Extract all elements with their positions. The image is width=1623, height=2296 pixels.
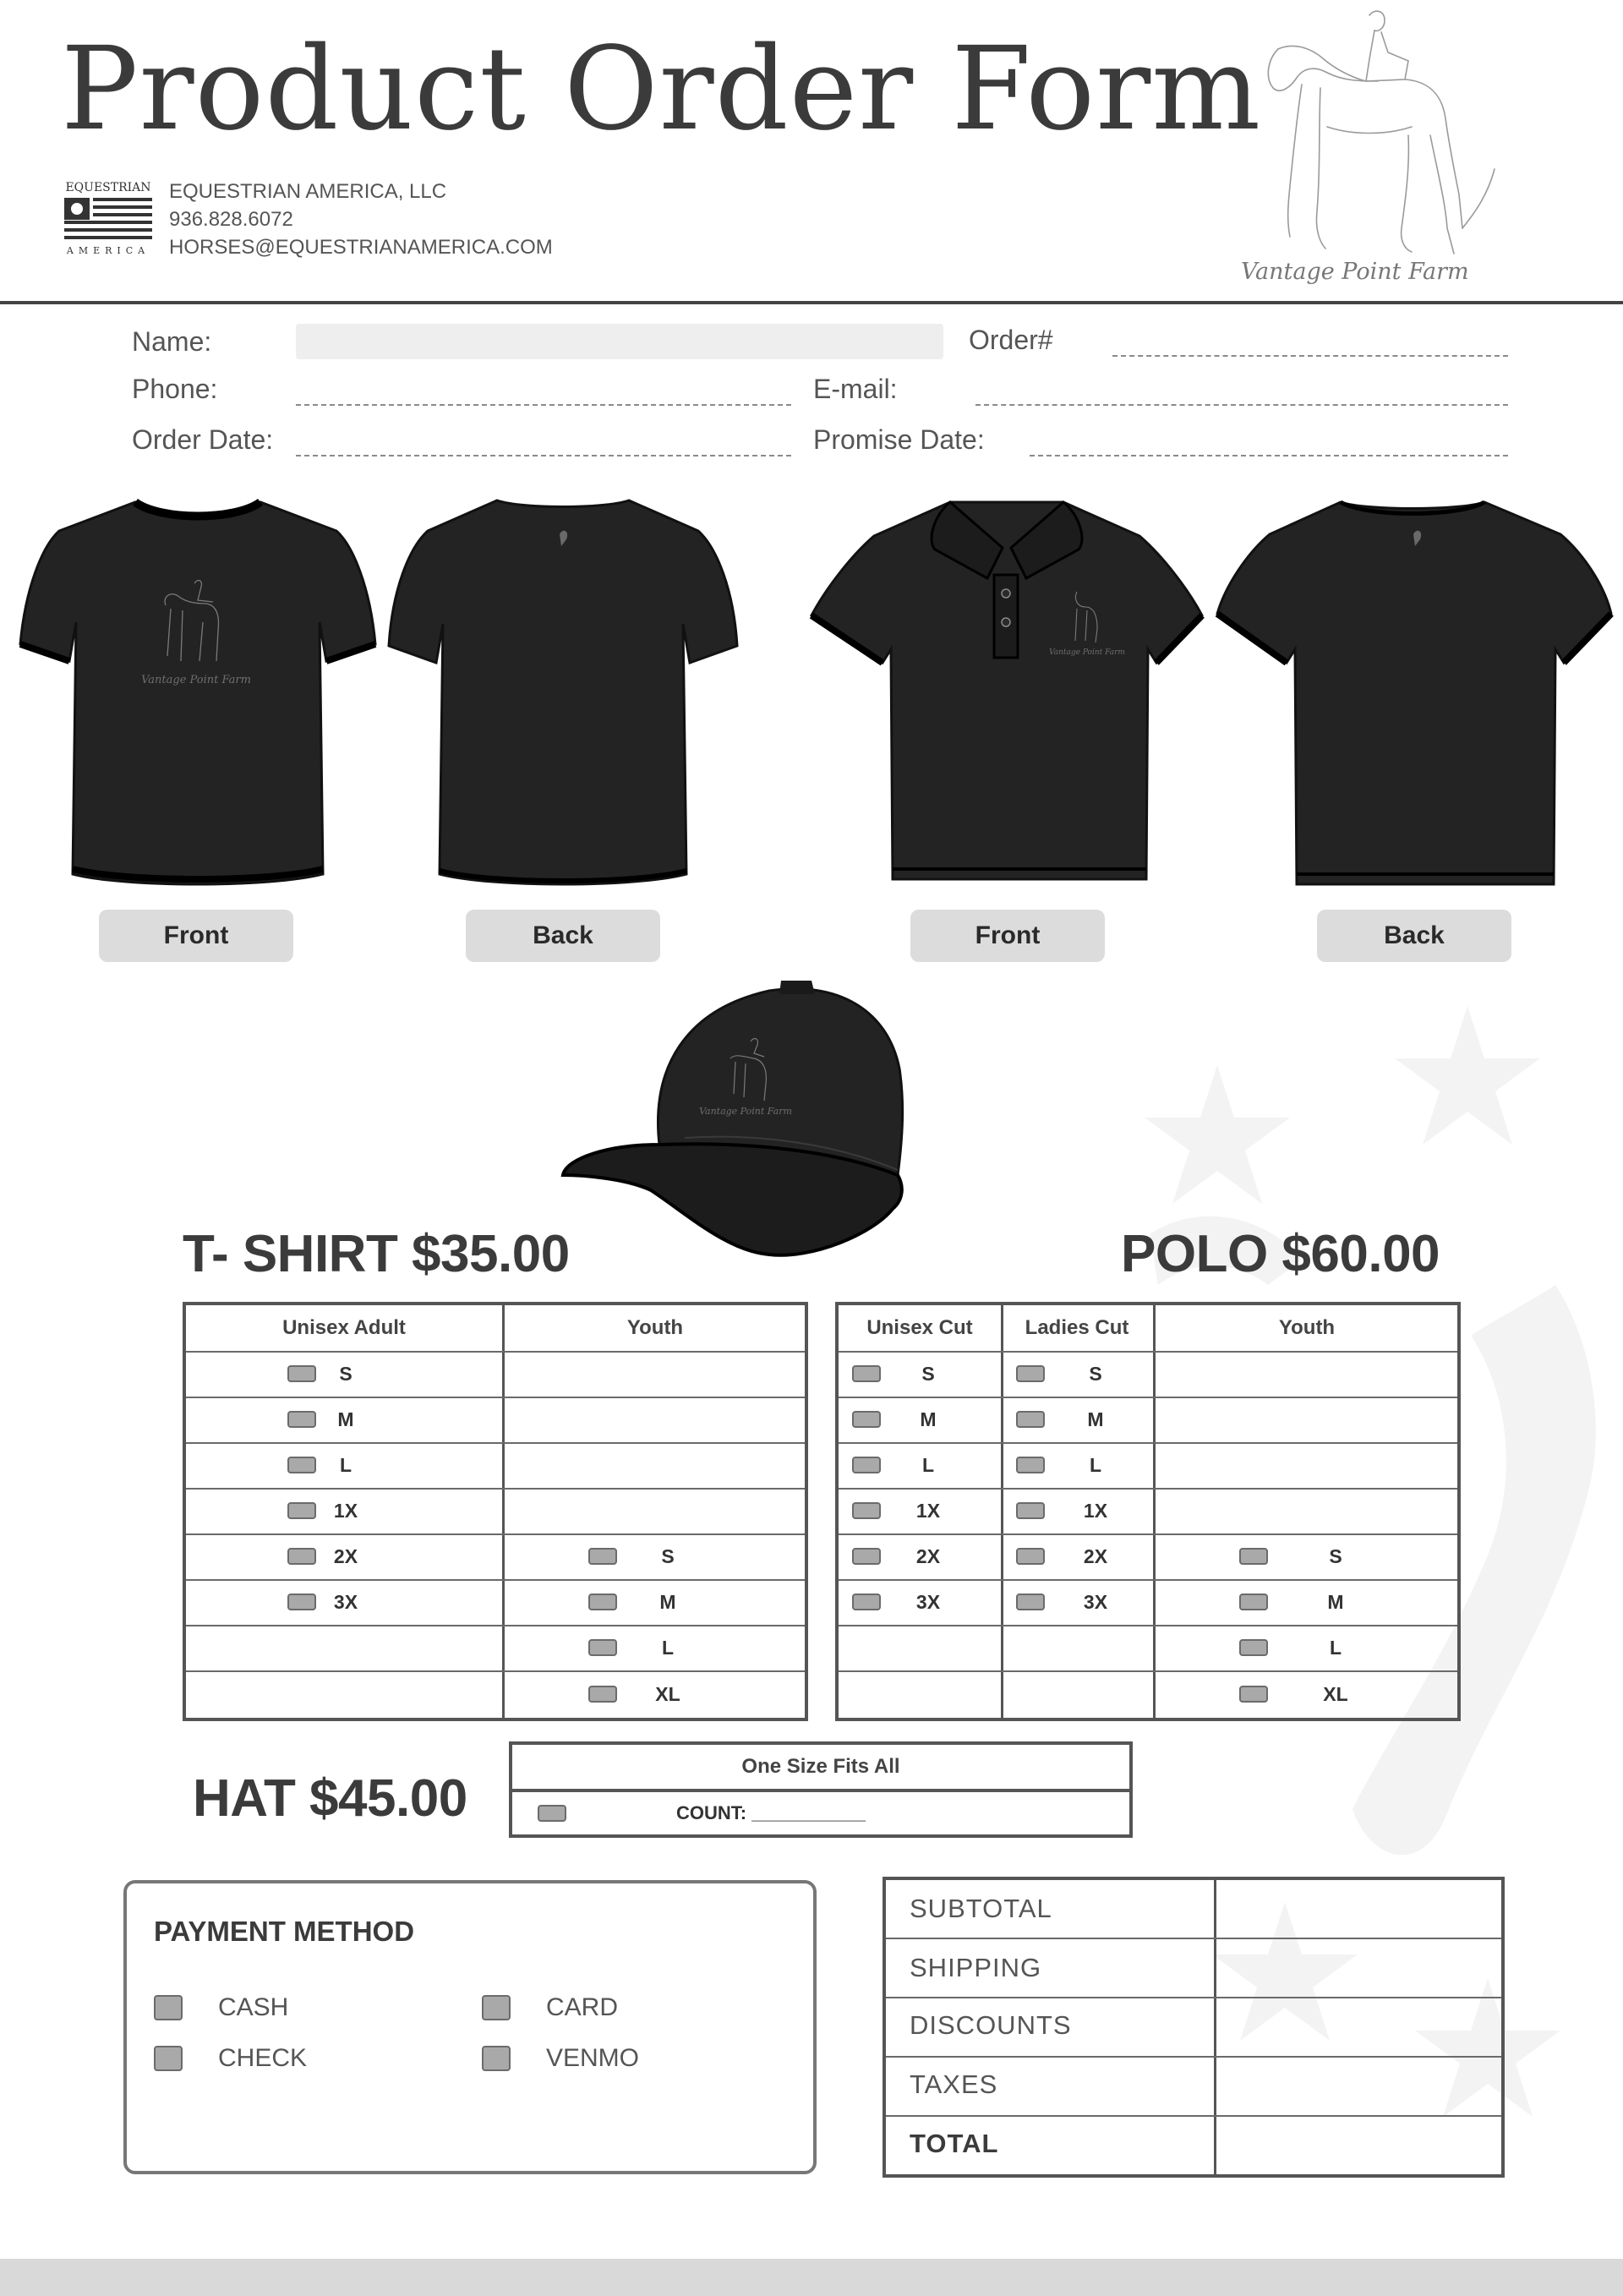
company-phone: 936.828.6072 [169, 208, 293, 231]
payment-option-cash[interactable] [154, 1993, 288, 2022]
size-label: S [1089, 1362, 1102, 1385]
checkbox[interactable] [154, 1995, 183, 2020]
polo-back-image [1214, 497, 1615, 888]
size-label: S [1329, 1544, 1342, 1567]
tshirt-col-youth: Youth [626, 1316, 684, 1339]
payment-option-venmo[interactable] [482, 2044, 639, 2073]
shipping-field[interactable] [1217, 1939, 1501, 1997]
payment-method-title: PAYMENT METHOD [154, 1916, 415, 1947]
phone-field[interactable] [296, 404, 791, 406]
discounts-field[interactable] [1217, 1998, 1501, 2056]
size-label: M [337, 1408, 354, 1430]
subtotal-field[interactable] [1217, 1880, 1501, 1938]
size-label: S [339, 1362, 352, 1385]
page-title: Product Order Form [61, 23, 1262, 156]
tshirt-col-unisex-adult: Unisex Adult [282, 1316, 406, 1339]
taxes-field[interactable] [1217, 2058, 1501, 2115]
svg-text:Vantage Point Farm: Vantage Point Farm [1049, 648, 1125, 657]
order-date-field[interactable] [296, 455, 791, 456]
company-info [169, 178, 553, 261]
size-label: L [1329, 1636, 1342, 1659]
checkbox[interactable] [1239, 1594, 1268, 1610]
tshirt-youth-option[interactable] [588, 1579, 719, 1625]
checkbox[interactable] [287, 1502, 316, 1519]
size-label: XL [1323, 1682, 1348, 1705]
tshirt-size-table [183, 1302, 808, 1721]
checkbox[interactable] [1239, 1548, 1268, 1565]
tshirt-youth-option[interactable] [588, 1625, 719, 1670]
tshirt-back-image [385, 497, 740, 886]
tshirt-adult-option[interactable] [287, 1351, 375, 1397]
polo-youth-option[interactable] [1239, 1625, 1403, 1670]
promise-date-field[interactable] [1030, 455, 1508, 456]
checkbox[interactable] [1016, 1411, 1045, 1428]
svg-text:Vantage Point Farm: Vantage Point Farm [141, 674, 251, 686]
shipping-label: SHIPPING [910, 1953, 1042, 1982]
checkbox[interactable] [588, 1594, 617, 1610]
size-label: L [921, 1453, 935, 1476]
phone-label: Phone: [132, 374, 218, 404]
hat-option[interactable] [538, 1792, 866, 1834]
checkbox[interactable] [852, 1502, 881, 1519]
polo-ladies-option[interactable] [1016, 1397, 1146, 1442]
taxes-label: TAXES [910, 2069, 998, 2099]
hat-image [558, 976, 989, 1261]
checkbox[interactable] [287, 1457, 316, 1473]
payment-method-box [123, 1880, 817, 2174]
polo-unisex-option[interactable] [852, 1351, 975, 1397]
size-label: S [661, 1544, 675, 1567]
polo-youth-option[interactable] [1239, 1670, 1403, 1718]
tshirt-adult-option[interactable] [287, 1533, 375, 1579]
polo-youth-option[interactable] [1239, 1533, 1403, 1579]
checkbox[interactable] [287, 1548, 316, 1565]
brand-name: Vantage Point Farm [1241, 259, 1469, 285]
order-number-label: Order# [969, 325, 1053, 355]
payment-option-label: CASH [218, 1993, 289, 2021]
checkbox[interactable] [588, 1639, 617, 1656]
polo-unisex-option[interactable] [852, 1397, 975, 1442]
total-label: TOTAL [910, 2129, 999, 2158]
polo-unisex-option[interactable] [852, 1488, 975, 1533]
tshirt-adult-option[interactable] [287, 1397, 375, 1442]
tshirt-youth-option[interactable] [588, 1533, 719, 1579]
polo-front-image [808, 497, 1205, 886]
checkbox[interactable] [287, 1411, 316, 1428]
size-label: 3X [333, 1590, 358, 1613]
order-number-field[interactable] [1112, 355, 1508, 357]
checkbox[interactable] [1239, 1639, 1268, 1656]
polo-col-ladies-cut: Ladies Cut [1025, 1316, 1129, 1339]
polo-col-unisex-cut: Unisex Cut [866, 1316, 973, 1339]
size-label: 2X [1083, 1544, 1108, 1567]
size-label: XL [655, 1682, 680, 1705]
tshirt-price-heading: T- SHIRT $35.00 [183, 1225, 570, 1283]
polo-col-youth: Youth [1278, 1316, 1336, 1339]
size-label: 1X [1083, 1499, 1108, 1522]
order-date-label: Order Date: [132, 424, 274, 455]
checkbox[interactable] [538, 1805, 566, 1822]
checkbox[interactable] [154, 2046, 183, 2071]
size-label: L [1089, 1453, 1102, 1476]
polo-price-heading: POLO $60.00 [1121, 1225, 1440, 1283]
hat-price-heading: HAT $45.00 [193, 1769, 467, 1828]
payment-option-label: VENMO [546, 2044, 640, 2072]
polo-unisex-option[interactable] [852, 1442, 975, 1488]
size-label: M [920, 1408, 937, 1430]
hat-size-table [509, 1741, 1133, 1838]
hat-count-label: COUNT: ___________ [676, 1802, 866, 1823]
payment-option-card[interactable] [482, 1993, 618, 2022]
size-label: S [921, 1362, 935, 1385]
size-label: M [1087, 1408, 1104, 1430]
checkbox[interactable] [852, 1411, 881, 1428]
checkbox[interactable] [852, 1365, 881, 1382]
polo-ladies-option[interactable] [1016, 1533, 1146, 1579]
promise-date-label: Promise Date: [813, 424, 985, 455]
tshirt-adult-option[interactable] [287, 1579, 375, 1625]
checkbox[interactable] [287, 1594, 316, 1610]
size-label: M [1327, 1590, 1344, 1613]
checkbox[interactable] [482, 1995, 511, 2020]
subtotal-label: SUBTOTAL [910, 1894, 1052, 1923]
hat-size-label: One Size Fits All [741, 1755, 900, 1778]
checkbox[interactable] [588, 1548, 617, 1565]
checkbox[interactable] [1016, 1502, 1045, 1519]
email-field[interactable] [975, 404, 1508, 406]
svg-text:EQUESTRIAN: EQUESTRIAN [65, 181, 151, 194]
checkbox[interactable] [1016, 1365, 1045, 1382]
polo-unisex-option[interactable] [852, 1579, 975, 1625]
tshirt-front-image [17, 495, 379, 886]
tshirt-adult-option[interactable] [287, 1442, 375, 1488]
svg-text:Vantage Point Farm: Vantage Point Farm [699, 1106, 792, 1117]
size-label: 1X [915, 1499, 941, 1522]
checkbox[interactable] [1016, 1594, 1045, 1610]
checkbox[interactable] [852, 1457, 881, 1473]
size-label: 3X [915, 1590, 941, 1613]
payment-option-check[interactable] [154, 2044, 307, 2073]
company-name: EQUESTRIAN AMERICA, LLC [169, 180, 447, 203]
tshirt-front-label: Front [99, 910, 293, 962]
equestrian-america-logo [61, 178, 156, 259]
checkbox[interactable] [1239, 1686, 1268, 1703]
polo-ladies-option[interactable] [1016, 1579, 1146, 1625]
size-label: 3X [1083, 1590, 1108, 1613]
polo-youth-option[interactable] [1239, 1579, 1403, 1625]
polo-back-label: Back [1317, 910, 1511, 962]
polo-unisex-option[interactable] [852, 1533, 975, 1579]
size-label: 2X [915, 1544, 941, 1567]
polo-size-table [835, 1302, 1461, 1721]
polo-front-label: Front [910, 910, 1105, 962]
discounts-label: DISCOUNTS [910, 2010, 1072, 2040]
name-label: Name: [132, 326, 212, 357]
email-label: E-mail: [813, 374, 898, 404]
checkbox[interactable] [287, 1365, 316, 1382]
payment-option-label: CHECK [218, 2044, 308, 2072]
polo-ladies-option[interactable] [1016, 1351, 1146, 1397]
tshirt-adult-option[interactable] [287, 1488, 375, 1533]
horse-rider-logo [1209, 0, 1513, 296]
footer-bar [0, 2259, 1623, 2296]
company-email: HORSES@EQUESTRIANAMERICA.COM [169, 236, 553, 259]
size-label: L [661, 1636, 675, 1659]
size-label: M [659, 1590, 676, 1613]
polo-ladies-option[interactable] [1016, 1442, 1146, 1488]
polo-ladies-option[interactable] [1016, 1488, 1146, 1533]
size-label: 2X [333, 1544, 358, 1567]
size-label: 1X [333, 1499, 358, 1522]
total-field[interactable] [1217, 2117, 1501, 2174]
totals-table [883, 1877, 1505, 2178]
checkbox[interactable] [588, 1686, 617, 1703]
tshirt-back-label: Back [466, 910, 660, 962]
tshirt-youth-option[interactable] [588, 1670, 719, 1718]
size-label: L [339, 1453, 352, 1476]
payment-option-label: CARD [546, 1993, 619, 2021]
header-divider [0, 301, 1623, 304]
checkbox[interactable] [852, 1548, 881, 1565]
checkbox[interactable] [482, 2046, 511, 2071]
checkbox[interactable] [1016, 1457, 1045, 1473]
name-field[interactable] [296, 324, 943, 359]
checkbox[interactable] [1016, 1548, 1045, 1565]
svg-text:AMERICA: AMERICA [66, 245, 150, 256]
checkbox[interactable] [852, 1594, 881, 1610]
